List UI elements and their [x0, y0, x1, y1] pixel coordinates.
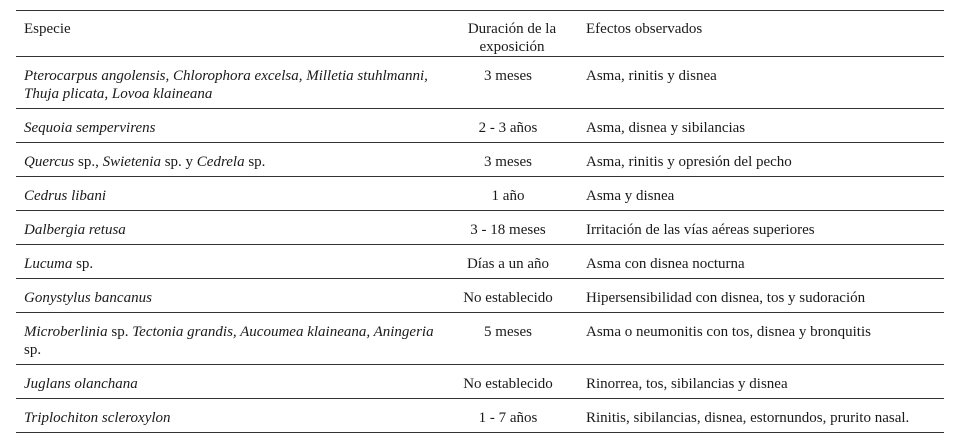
species-cell — [16, 399, 440, 433]
species-cell — [16, 279, 440, 313]
table-row — [16, 365, 944, 399]
header-species: Especie — [24, 21, 71, 37]
species-name-italic: Cedrela — [196, 154, 245, 170]
species-name-italic: Lucuma — [24, 256, 73, 272]
species-exposure-table-container — [16, 10, 944, 433]
species-exposure-table — [16, 10, 944, 433]
species-name-italic: Gonystylus bancanus — [24, 290, 152, 306]
species-name-italic: Sequoia sempervirens — [24, 120, 156, 136]
species-name-italic: Tectonia grandis, Aucoumea klaineana, Aningeria — [132, 324, 434, 340]
duration-cell: No establecido — [463, 290, 553, 306]
effects-cell: Rinitis, sibilancias, disnea, estornundos, prurito nasal. — [586, 410, 910, 426]
species-name-roman: sp. — [72, 256, 94, 272]
table-row — [16, 279, 944, 313]
species-cell — [16, 177, 440, 211]
duration-cell: 1 - 7 años — [478, 410, 538, 426]
species-name-italic: Microberlinia — [24, 324, 108, 340]
table-row — [16, 399, 944, 433]
effects-cell: Irritación de las vías aéreas superiores — [586, 222, 815, 238]
table-row — [16, 143, 944, 177]
duration-cell: 3 meses — [484, 68, 532, 84]
table-header — [16, 11, 944, 57]
duration-cell: No establecido — [463, 376, 553, 392]
effects-cell: Rinorrea, tos, sibilancias y disnea — [586, 376, 788, 392]
effects-cell: Asma, rinitis y opresión del pecho — [586, 154, 792, 170]
species-name-italic: Dalbergia retusa — [24, 222, 126, 238]
table-row — [16, 211, 944, 245]
species-name-italic: Juglans olanchana — [24, 376, 138, 392]
species-cell — [16, 313, 440, 365]
table-row — [16, 57, 944, 109]
species-name-roman: sp. y — [160, 154, 197, 170]
species-name-italic: Swietenia — [102, 154, 161, 170]
table-row — [16, 245, 944, 279]
species-name-italic: Triplochiton scleroxylon — [24, 410, 171, 426]
species-cell — [16, 245, 440, 279]
header-effects: Efectos observados — [586, 21, 703, 37]
duration-cell: 3 - 18 meses — [470, 222, 546, 238]
duration-cell: Días a un año — [466, 256, 550, 272]
species-name-italic: Pterocarpus angolensis, Chlorophora excelsa, Milletia stuhlmanni, Thuja plicata, Lovoa klaineana — [24, 68, 428, 102]
species-name-italic: Quercus — [24, 154, 75, 170]
effects-cell: Asma, rinitis y disnea — [586, 68, 717, 84]
species-cell — [16, 57, 440, 109]
species-name-italic: Cedrus libani — [24, 188, 107, 204]
header-row — [16, 11, 944, 57]
table-row — [16, 177, 944, 211]
duration-cell: 2 - 3 años — [478, 120, 538, 136]
species-name-roman: sp. — [107, 324, 133, 340]
table-row — [16, 313, 944, 365]
effects-cell: Asma con disnea nocturna — [586, 256, 745, 272]
species-cell — [16, 211, 440, 245]
species-name-roman: sp. — [244, 154, 266, 170]
effects-cell: Asma, disnea y sibilancias — [586, 120, 746, 136]
species-name-roman: sp. — [24, 342, 42, 358]
duration-cell: 1 año — [491, 188, 525, 204]
effects-cell: Asma o neumonitis con tos, disnea y bronquitis — [586, 324, 871, 340]
species-name-roman: sp., — [74, 154, 103, 170]
effects-cell: Hipersensibilidad con disnea, tos y sudoración — [586, 290, 866, 306]
species-cell — [16, 143, 440, 177]
duration-cell: 3 meses — [484, 154, 532, 170]
table-body — [16, 57, 944, 433]
effects-cell: Asma y disnea — [586, 188, 675, 204]
table-row — [16, 109, 944, 143]
species-cell — [16, 109, 440, 143]
duration-cell: 5 meses — [484, 324, 532, 340]
header-duration: Duración de la exposición — [467, 21, 557, 55]
species-cell — [16, 365, 440, 399]
